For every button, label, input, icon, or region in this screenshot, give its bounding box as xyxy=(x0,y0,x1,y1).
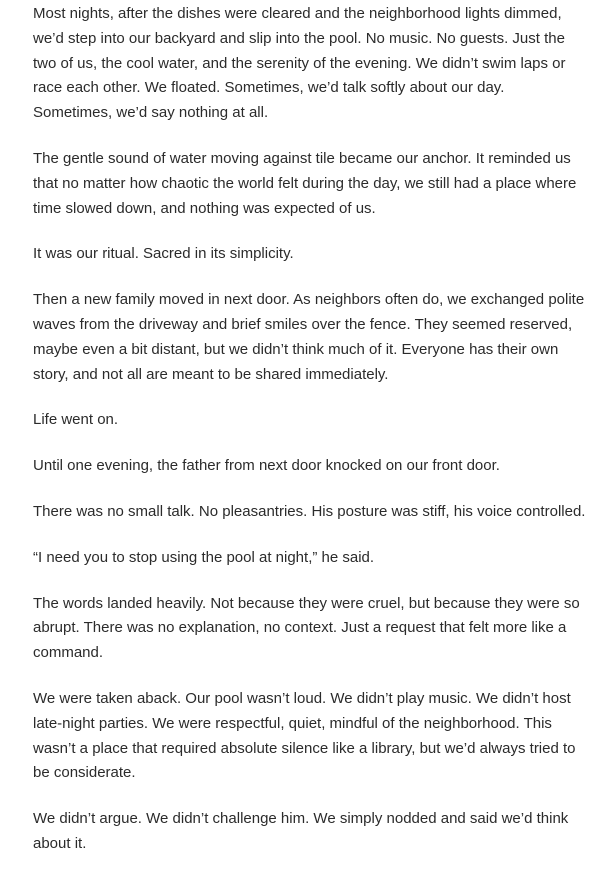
paragraph-1: Most nights, after the dishes were cleared and the neighborhood lights dimmed, we’d step into our backyard and slip into the pool. No music. No guests. Just the two of us, the cool water, and the serenity of the evening. We didn’t swim laps or race each other. We floated. Sometimes, we’d talk softly about our day. Sometimes, we’d say nothing at all. xyxy=(33,5,566,122)
paragraph-2: The gentle sound of water moving against tile became our anchor. It reminded us that no matter how chaotic the world felt during the day, we still had a place where time slowed down, and nothing was expected of us. xyxy=(33,149,577,217)
paragraph-10: We were taken aback. Our pool wasn’t loud. We didn’t play music. We didn’t host late-night parties. We were respectful, quiet, mindful of the neighborhood. This wasn’t a place that required absolute silence like a library, but we’d always tried to be considerate. xyxy=(33,689,576,782)
paragraph-4: Then a new family moved in next door. As neighbors often do, we exchanged polite waves from the driveway and brief smiles over the fence. They seemed reserved, maybe even a bit distant, but we didn’t think much of it. Everyone has their own story, and not all are meant to be shared immediately. xyxy=(33,291,585,383)
paragraph-9: The words landed heavily. Not because they were cruel, but because they were so abrupt. There was no explanation, no context. Just a request that felt more like a command. xyxy=(33,594,580,662)
paragraph-11: We didn’t argue. We didn’t challenge him. We simply nodded and said we’d think about it. xyxy=(33,810,569,852)
paragraph-8: “I need you to stop using the pool at night,” he said. xyxy=(33,548,375,566)
paragraph-5: Life went on. xyxy=(33,411,119,429)
paragraph-7: There was no small talk. No pleasantries. His posture was stiff, his voice controlled. xyxy=(33,502,586,520)
paragraph-3: It was our ritual. Sacred in its simplicity. xyxy=(33,245,294,263)
paragraph-6: Until one evening, the father from next door knocked on our front door. xyxy=(33,457,500,475)
